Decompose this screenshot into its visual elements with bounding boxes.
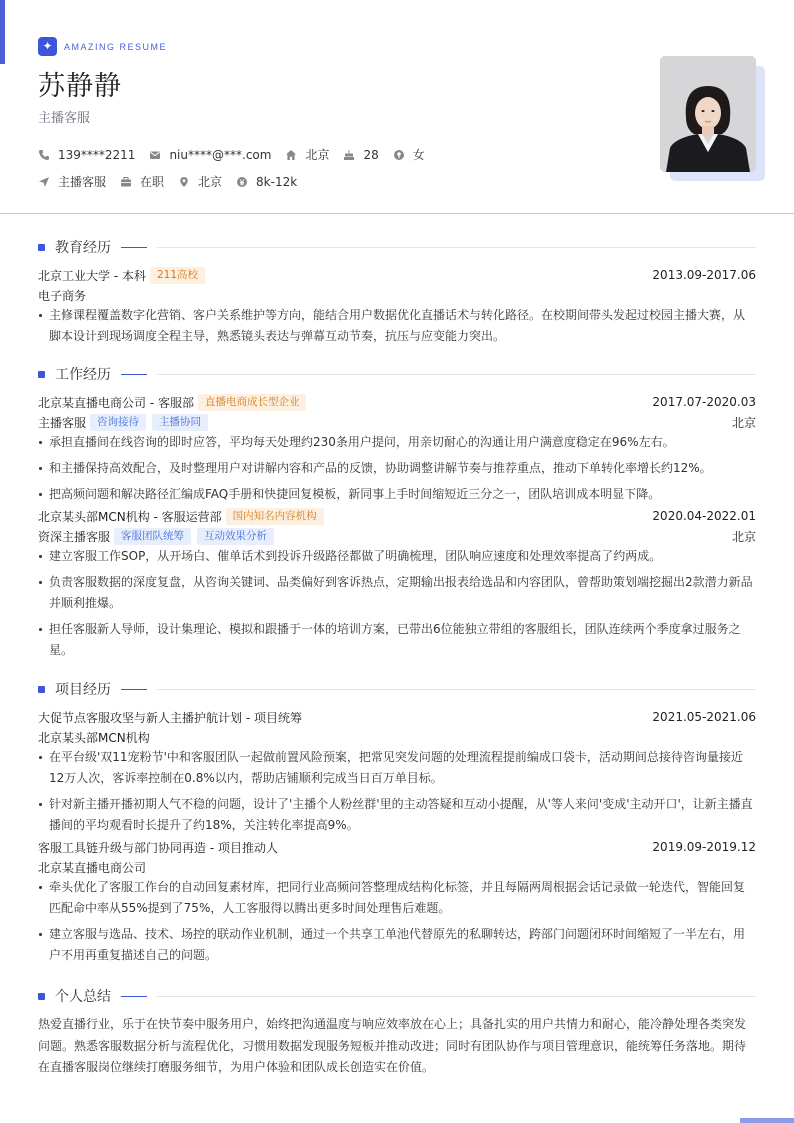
section-header	[38, 986, 756, 1006]
info-phone	[38, 148, 135, 162]
list-item: 负责客服数据的深度复盘，从咨询关键词、品类偏好到客诉热点，定期输出报表给选品和内容团队，曾帮助策划端挖掘出2款潜力新品并顺利推爆。	[38, 572, 756, 614]
project-date: 2021.05-2021.06	[652, 710, 756, 724]
skill-tag: 客服团队统筹	[114, 528, 191, 545]
cake-icon	[343, 149, 355, 161]
bottom-accent-bar	[740, 1118, 794, 1123]
project-entry	[38, 707, 756, 836]
job-header	[38, 392, 756, 412]
section-title: 教育经历	[55, 240, 111, 256]
list-item: 承担直播间在线咨询的即时应答，平均每天处理约230条用户提问，用亲切耐心的沟通让用户满意度稳定在96%左右。	[38, 432, 756, 453]
job-role: 主播客服	[38, 415, 87, 430]
section-rule	[157, 689, 756, 690]
company-name: 北京某头部MCN机构 - 客服运营部	[38, 509, 222, 524]
job-bullets	[38, 546, 756, 661]
job-bullets	[38, 432, 756, 505]
brand-text: AMAZING RESUME	[64, 41, 168, 52]
section-header	[38, 364, 756, 384]
project-name: 客服工具链升级与部门协同再造 - 项目推动人	[38, 840, 278, 855]
company-name: 北京某直播电商公司 - 客服部	[38, 395, 194, 410]
email-text: niu****@***.com	[169, 147, 272, 162]
summary-section	[38, 986, 756, 1079]
summary-text: 热爱直播行业，乐于在快节奏中服务用户，始终把沟通温度与响应效率放在心上；具备扎实的用户共情力和耐心，能冷静处理各类突发问题。熟悉客服数据分析与流程优化，习惯用数据发现服务短板并推动改进；同时有团队协作与项目管理意识，能统筹任务落地。期待在直播客服岗位继续打磨服务细节，为用户体验和团队成长创造实在价值。	[38, 1017, 747, 1074]
info-target-city	[178, 173, 222, 190]
company-tag: 国内知名内容机构	[226, 508, 324, 525]
project-org: 北京某头部MCN机构	[38, 730, 150, 745]
section-marker	[38, 244, 45, 251]
send-icon	[38, 176, 50, 188]
education-section	[38, 237, 756, 347]
job-date: 2017.07-2020.03	[652, 395, 756, 409]
list-item: 建立客服工作SOP，从开场白、催单话术到投诉升级路径都做了明确梳理，团队响应速度和处理效率提高了约两成。	[38, 546, 756, 567]
section-title: 工作经历	[55, 367, 111, 383]
home-icon	[285, 149, 297, 161]
avatar	[660, 56, 756, 172]
salary-text: 8k-12k	[256, 174, 298, 189]
company-tag: 直播电商成长型企业	[198, 394, 307, 411]
age-text: 28	[363, 147, 379, 162]
section-header	[38, 679, 756, 699]
phone-text: 139****2211	[58, 147, 136, 162]
role-row	[38, 526, 756, 546]
major-row	[38, 285, 756, 305]
skill-tag: 咨询接待	[90, 414, 146, 431]
brand	[38, 37, 167, 56]
job-entry	[38, 506, 756, 661]
school-name: 北京工业大学 - 本科	[38, 268, 146, 283]
list-item: 建立客服与选品、技术、场控的联动作业机制，通过一个共享工单池代替原先的私聊转达，跨部门问题闭环时间缩短了一半左右，用户不用再重复描述自己的问题。	[38, 924, 756, 966]
job-location: 北京	[731, 415, 756, 430]
education-date: 2013.09-2017.06	[652, 268, 756, 282]
mail-icon	[149, 149, 161, 161]
info-gender	[393, 146, 425, 163]
section-underline	[121, 996, 147, 997]
project-header	[38, 707, 756, 727]
gender-icon	[393, 149, 405, 161]
role-row	[38, 412, 756, 432]
project-date: 2019.09-2019.12	[652, 840, 756, 854]
gender-text: 女	[412, 148, 425, 162]
target-role-text: 主播客服	[58, 175, 107, 189]
list-item: 牵头优化了客服工作台的自动回复素材库，把同行业高频问答整理成结构化标签，并且每隔两周根据会话记录做一轮迭代，智能回复匹配命中率从55%提到了75%，人工客服得以腾出更多时间处理售后难题。	[38, 877, 756, 919]
job-location: 北京	[731, 529, 756, 544]
list-item: 担任客服新人导师，设计集理论、模拟和跟播于一体的培训方案，已带出6位能独立带组的客服组长，团队连续两个季度拿过服务之星。	[38, 619, 756, 661]
location-icon	[178, 176, 190, 188]
work-section	[38, 364, 756, 661]
job-header	[38, 506, 756, 526]
project-bullets	[38, 747, 756, 836]
skill-tag: 主播协同	[152, 414, 208, 431]
major: 电子商务	[38, 288, 87, 303]
profile-photo	[660, 56, 766, 182]
sparkle-icon: ✦	[38, 37, 57, 56]
salary-icon	[236, 176, 248, 188]
city-text: 北京	[305, 148, 330, 162]
target-city-text: 北京	[198, 175, 223, 189]
job-intent-row	[38, 173, 311, 190]
list-item: 和主播保持高效配合，及时整理用户对讲解内容和产品的反馈，协助调整讲解节奏与推荐重点，推动下单转化率增长约12%。	[38, 458, 756, 479]
section-header	[38, 237, 756, 257]
phone-icon	[38, 149, 50, 161]
info-salary	[236, 175, 297, 189]
list-item: 主修课程覆盖数字化营销、客户关系维护等方向，能结合用户数据优化直播话术与转化路径。在校期间带头发起过校园主播大赛，从脚本设计到现场调度全程主导，熟悉镜头表达与弹幕互动节奏，抗压与应变能力突出。	[38, 305, 756, 347]
job-role: 资深主播客服	[38, 529, 111, 544]
candidate-name: 苏静静	[38, 71, 122, 102]
list-item: 把高频问题和解决路径汇编成FAQ手册和快捷回复模板，新同事上手时间缩短近三分之一，团队培训成本明显下降。	[38, 484, 756, 505]
list-item: 针对新主播开播初期人气不稳的问题，设计了'主播个人粉丝群'里的主动答疑和互动小提醒，从'等人来问'变成'主动开口'，让新主播直播间的平均观看时长提升了约18%，关注转化率提高9%。	[38, 794, 756, 836]
section-marker	[38, 993, 45, 1000]
skill-tag: 互动效果分析	[197, 528, 274, 545]
section-marker	[38, 686, 45, 693]
section-title: 项目经历	[55, 682, 111, 698]
school-tag: 211高校	[150, 267, 205, 284]
section-title: 个人总结	[55, 989, 111, 1005]
project-entry	[38, 837, 756, 966]
project-header	[38, 837, 756, 857]
contact-info-row	[38, 146, 439, 163]
projects-section	[38, 679, 756, 966]
section-underline	[121, 374, 147, 375]
education-entry	[38, 265, 756, 285]
candidate-title: 主播客服	[38, 111, 91, 126]
info-city	[285, 146, 329, 163]
info-email	[149, 148, 271, 162]
section-rule	[157, 247, 756, 248]
job-entry	[38, 392, 756, 505]
job-date: 2020.04-2022.01	[652, 509, 756, 523]
project-bullets	[38, 877, 756, 966]
briefcase-icon	[120, 176, 132, 188]
project-org-row	[38, 857, 756, 877]
section-underline	[121, 689, 147, 690]
section-underline	[121, 247, 147, 248]
info-status	[120, 173, 164, 190]
info-target-role	[38, 173, 106, 190]
project-name: 大促节点客服攻坚与新人主播护航计划 - 项目统筹	[38, 710, 302, 725]
info-age	[343, 148, 378, 162]
section-rule	[157, 374, 756, 375]
education-bullets	[38, 305, 756, 347]
status-text: 在职	[140, 175, 165, 189]
project-org: 北京某直播电商公司	[38, 860, 147, 875]
section-rule	[157, 996, 756, 997]
project-org-row	[38, 727, 756, 747]
accent-bar	[0, 0, 5, 64]
section-marker	[38, 371, 45, 378]
list-item: 在平台级'双11宠粉节'中和客服团队一起做前置风险预案，把常见突发问题的处理流程提前编成口袋卡，活动期间总接待咨询量接近12万人次，客诉率控制在0.8%以内，帮助店铺顺利完成当日百万单目标。	[38, 747, 756, 789]
header-divider	[0, 213, 794, 214]
